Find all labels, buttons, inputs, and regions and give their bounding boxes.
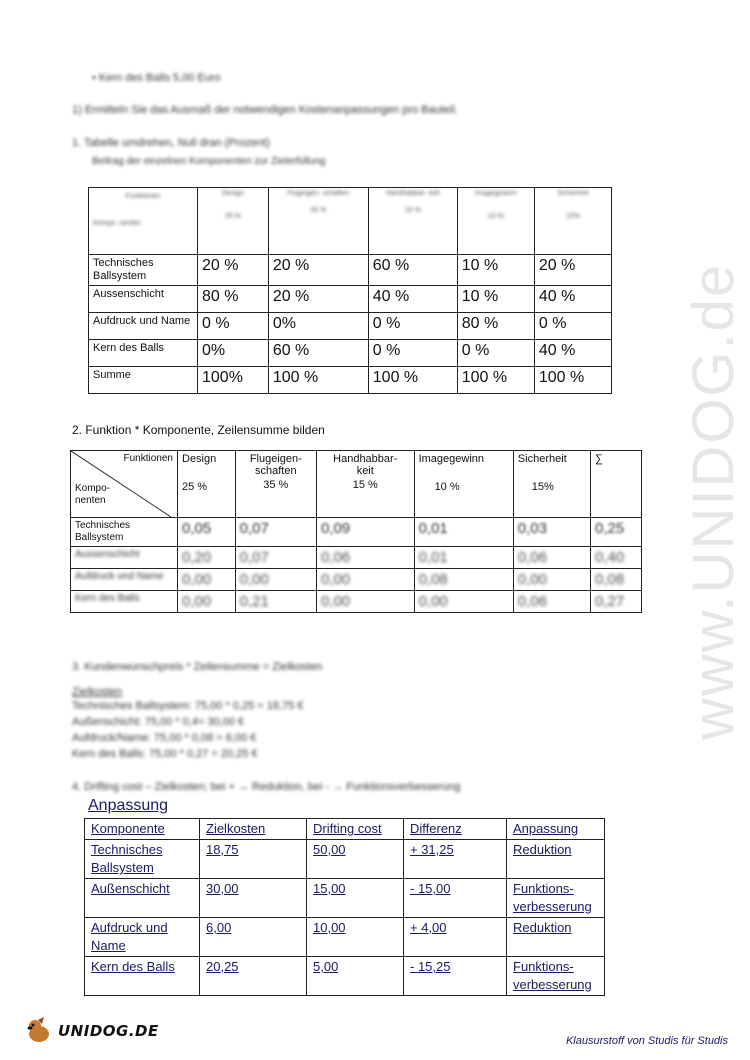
table-row <box>89 286 612 313</box>
table1-corner: Funktionen Kompo- nenten <box>89 188 198 255</box>
column-header: Komponente <box>85 819 200 840</box>
table-cell: 0,00 <box>316 591 414 613</box>
table-cell: 0,06 <box>513 547 590 569</box>
contribution-table <box>88 187 612 394</box>
table-row <box>71 518 642 547</box>
table-cell: 15,00 <box>307 879 404 918</box>
table-cell: 0,09 <box>316 518 414 547</box>
table-cell: 0 % <box>457 340 534 367</box>
table-row <box>71 547 642 569</box>
table-cell: 0,08 <box>591 569 642 591</box>
table-cell: Kern des Balls <box>85 957 200 996</box>
table-cell: 0,27 <box>591 591 642 613</box>
table3-title: Anpassung <box>88 797 169 814</box>
column-header: Zielkosten <box>200 819 307 840</box>
table-cell: 20,25 <box>200 957 307 996</box>
table-cell: 80 % <box>198 286 269 313</box>
table-cell: 0,00 <box>235 569 316 591</box>
table-cell: 60 % <box>268 340 368 367</box>
table-cell: Funktions-verbesserung <box>507 879 605 918</box>
table1-header-1: Flugeigen- schaften 35 % <box>268 188 368 255</box>
section2-title: 2. Funktion * Komponente, Zeilensumme bilden <box>72 423 325 437</box>
row-label: Kern des Balls <box>89 340 198 367</box>
table-cell: Technisches Ballsystem <box>85 840 200 879</box>
table-cell: Außenschicht <box>85 879 200 918</box>
table-cell: 10 % <box>457 286 534 313</box>
row-label: Aussenschicht <box>71 547 178 569</box>
table-cell: 0,00 <box>414 591 513 613</box>
table-cell: 0,00 <box>178 569 236 591</box>
section3-line: Aufdruck/Name: 75,00 * 0,08 = 6,00 € <box>72 732 257 744</box>
table-cell: 0 % <box>198 313 269 340</box>
table-row <box>71 591 642 613</box>
table-cell: 0,21 <box>235 591 316 613</box>
table2-corner: Funktionen Kompo- nenten <box>71 451 178 518</box>
table-cell: 0,05 <box>178 518 236 547</box>
table-cell: 100 % <box>534 367 611 394</box>
table2-header-1: Flugeigen- schaften 35 % <box>235 451 316 518</box>
table2-header-4: Sicherheit 15% <box>513 451 590 518</box>
table-cell: 20 % <box>198 255 269 286</box>
table-cell: 0 % <box>368 340 457 367</box>
table-row <box>85 918 605 957</box>
table-cell: 0,01 <box>414 547 513 569</box>
section3-line: Technisches Ballsystem: 75,00 * 0,25 = 18,75 € <box>72 700 304 712</box>
table-cell: 0,01 <box>414 518 513 547</box>
table-row <box>89 313 612 340</box>
table-cell: 30,00 <box>200 879 307 918</box>
table-cell: 0% <box>268 313 368 340</box>
table-cell: 100 % <box>268 367 368 394</box>
logo-text: UNIDOG.DE <box>58 1022 159 1040</box>
table-cell: 0,00 <box>513 569 590 591</box>
table-cell: + 4,00 <box>404 918 507 957</box>
table1-header-0: Design 25 % <box>198 188 269 255</box>
table-cell: 40 % <box>368 286 457 313</box>
table-cell: + 31,25 <box>404 840 507 879</box>
table-cell: 100% <box>198 367 269 394</box>
section3-title: 3. Kundenwunschpreis * Zeilensumme = Zielkosten <box>72 661 323 673</box>
table-cell: 20 % <box>268 255 368 286</box>
header-line-3: 1. Tabelle umdrehen, Null dran (Prozent) <box>72 137 270 149</box>
column-header: Drifting cost <box>307 819 404 840</box>
column-header: Differenz <box>404 819 507 840</box>
footer-logo[interactable] <box>24 1016 159 1046</box>
table-cell: 60 % <box>368 255 457 286</box>
table1-header-3: Imagegewinn 10 % <box>457 188 534 255</box>
table-cell: 40 % <box>534 340 611 367</box>
table-cell: Reduktion <box>507 918 605 957</box>
table-cell: 0 % <box>368 313 457 340</box>
row-label: Aufdruck und Name <box>89 313 198 340</box>
table-row <box>89 340 612 367</box>
table-cell: 18,75 <box>200 840 307 879</box>
table-cell: 0,07 <box>235 518 316 547</box>
section3-line: Kern des Balls: 75,00 * 0,27 = 20,25 € <box>72 748 258 760</box>
table2-header-2: Handhabbar- keit 15 % <box>316 451 414 518</box>
row-label: Technisches Ballsystem <box>71 518 178 547</box>
table-cell: 80 % <box>457 313 534 340</box>
dog-icon <box>24 1016 54 1046</box>
table-cell: 0,06 <box>513 591 590 613</box>
row-label: Technisches Ballsystem <box>89 255 198 286</box>
table-cell: 20 % <box>534 255 611 286</box>
weighted-table <box>70 450 642 613</box>
table-cell: Reduktion <box>507 840 605 879</box>
table-row <box>85 957 605 996</box>
row-label: Kern des Balls <box>71 591 178 613</box>
row-label: Aufdruck und Name <box>71 569 178 591</box>
table1-header-2: Handhabbar- keit 15 % <box>368 188 457 255</box>
table-cell: 10,00 <box>307 918 404 957</box>
header-line-4: Beitrag der einzelnen Komponenten zur Zielerfüllung <box>92 156 326 167</box>
table-cell: 0,40 <box>591 547 642 569</box>
table-row <box>89 255 612 286</box>
table-header-row <box>85 819 605 840</box>
table-cell: 0,08 <box>414 569 513 591</box>
table-cell: 0,00 <box>178 591 236 613</box>
table-cell: 100 % <box>368 367 457 394</box>
table-row <box>71 569 642 591</box>
table-cell: 5,00 <box>307 957 404 996</box>
table-cell: 6,00 <box>200 918 307 957</box>
column-header: Anpassung <box>507 819 605 840</box>
row-label: Summe <box>89 367 198 394</box>
table-cell: 50,00 <box>307 840 404 879</box>
table1-header-4: Sicherheit 15% <box>534 188 611 255</box>
section4-title: 4. Drifting cost – Zielkosten; bei + → Reduktion, bei - → Funktionsverbesserung <box>72 781 461 793</box>
table-cell: Aufdruck und Name <box>85 918 200 957</box>
table-cell: 100 % <box>457 367 534 394</box>
table-cell: 0,06 <box>316 547 414 569</box>
watermark: www.UNIDOG.de <box>681 262 746 740</box>
table-cell: 0,03 <box>513 518 590 547</box>
table-cell: Funktions-verbesserung <box>507 957 605 996</box>
table-cell: - 15,00 <box>404 879 507 918</box>
table-cell: 40 % <box>534 286 611 313</box>
table-cell: 0,07 <box>235 547 316 569</box>
table-cell: 20 % <box>268 286 368 313</box>
row-label: Aussenschicht <box>89 286 198 313</box>
header-line-1: • Kern des Balls 5,00 Euro <box>92 72 221 84</box>
table-cell: 0,00 <box>316 569 414 591</box>
table-cell: 10 % <box>457 255 534 286</box>
table-row-sum <box>89 367 612 394</box>
adjustment-table <box>84 818 605 996</box>
table2-header-3: Imagegewinn 10 % <box>414 451 513 518</box>
section3-subtitle: Zielkosten <box>72 686 123 698</box>
table-row <box>85 840 605 879</box>
table-cell: 0,25 <box>591 518 642 547</box>
table2-header-sum: ∑ <box>591 451 642 518</box>
footer-tagline: Klausurstoff von Studis für Studis <box>565 1035 728 1047</box>
table-cell: 0,20 <box>178 547 236 569</box>
table-cell: 0% <box>198 340 269 367</box>
header-line-2: 1) Ermitteln Sie das Ausmaß der notwendigen Kostenanpassungen pro Bauteil. <box>72 104 458 116</box>
table-cell: 0 % <box>534 313 611 340</box>
table-row <box>85 879 605 918</box>
table2-header-0: Design 25 % <box>178 451 236 518</box>
table-cell: - 15,25 <box>404 957 507 996</box>
section3-line: Außenschicht: 75,00 * 0,4= 30,00 € <box>72 716 245 728</box>
